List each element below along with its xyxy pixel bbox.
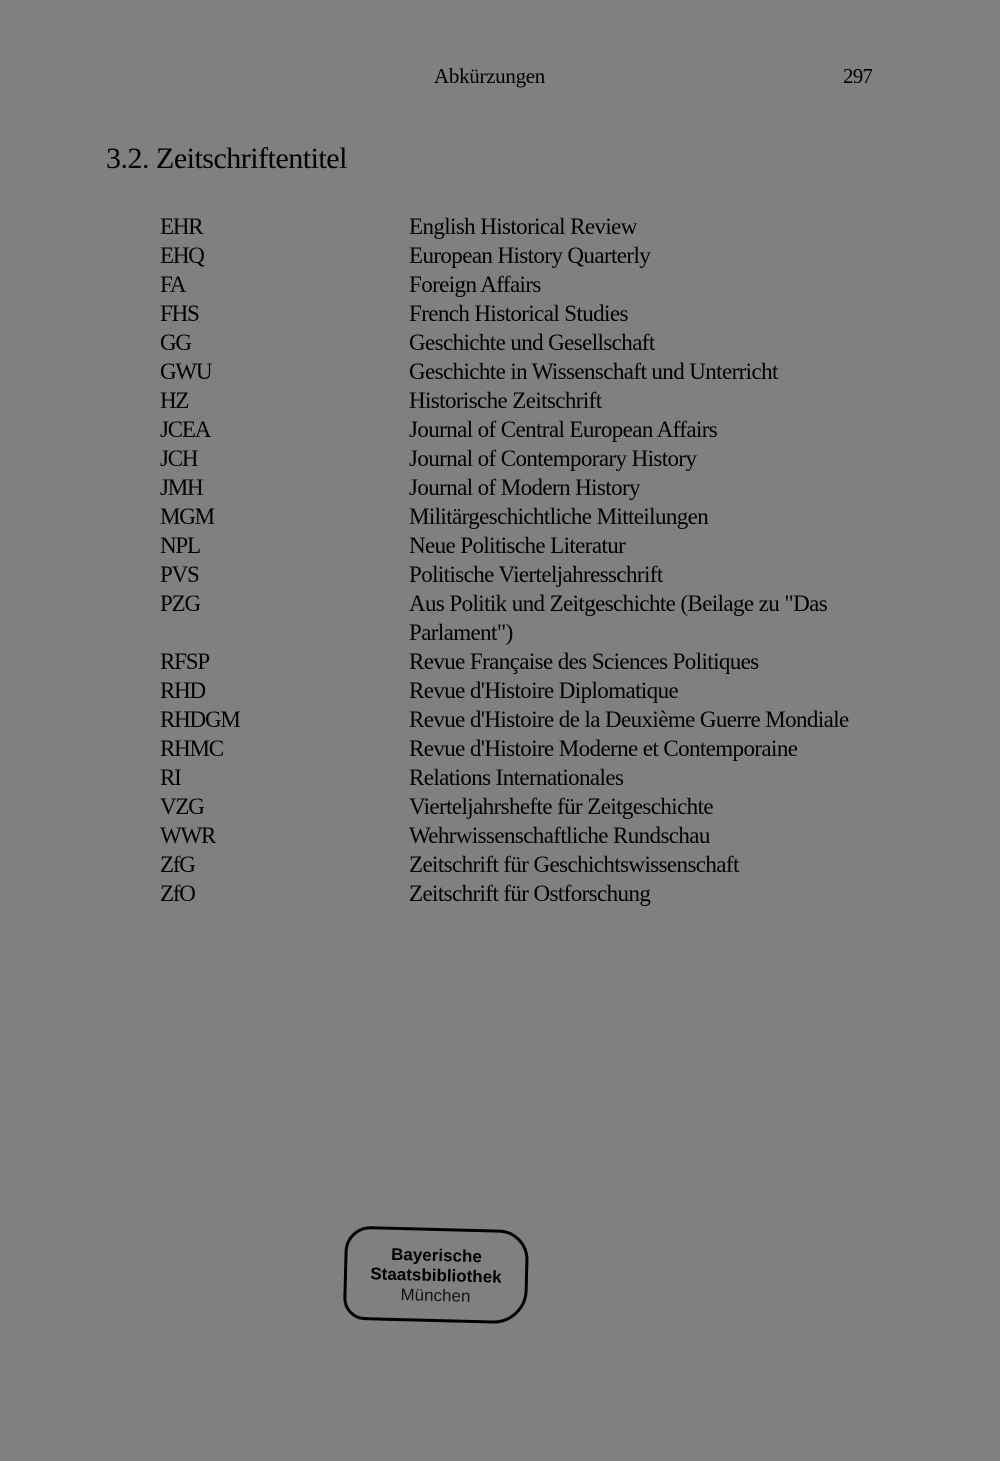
abbreviation: NPL — [160, 533, 200, 558]
abbreviation: WWR — [160, 823, 216, 848]
abbreviation-row — [160, 444, 860, 473]
abbreviation: JCH — [160, 446, 198, 471]
abbreviation: FHS — [160, 301, 199, 326]
abbreviation: HZ — [160, 388, 189, 413]
journal-title: Journal of Modern History — [409, 475, 640, 500]
journal-title: Politische Vierteljahresschrift — [409, 562, 663, 587]
abbreviation-row — [160, 792, 860, 821]
journal-title: Vierteljahrshefte für Zeitgeschichte — [409, 794, 713, 819]
abbreviation-row — [160, 415, 860, 444]
journal-title: Revue d'Histoire Diplomatique — [409, 678, 679, 703]
journal-title: Journal of Central European Affairs — [409, 417, 718, 442]
abbreviation-row — [160, 502, 860, 531]
abbreviation-list — [160, 212, 860, 908]
abbreviation-row — [160, 299, 860, 328]
abbreviation-row — [160, 531, 860, 560]
abbreviation: EHR — [160, 214, 203, 239]
abbreviation-row — [160, 589, 860, 647]
journal-title: Wehrwissenschaftliche Rundschau — [409, 823, 710, 848]
abbreviation: ZfG — [160, 852, 195, 877]
journal-title: Zeitschrift für Geschichtswissenschaft — [409, 852, 739, 877]
abbreviation: JMH — [160, 475, 203, 500]
journal-title: Aus Politik und Zeitgeschichte (Beilage zu "Das Parlament") — [409, 591, 828, 645]
abbreviation-row — [160, 821, 860, 850]
journal-title: Foreign Affairs — [409, 272, 541, 297]
abbreviation: ZfO — [160, 881, 195, 906]
journal-title: Geschichte und Gesellschaft — [409, 330, 655, 355]
abbreviation-row — [160, 386, 860, 415]
journal-title: Relations Internationales — [409, 765, 624, 790]
journal-title: French Historical Studies — [409, 301, 628, 326]
abbreviation-row — [160, 879, 860, 908]
abbreviation: FA — [160, 272, 186, 297]
section-heading: 3.2. Zeitschriftentitel — [106, 142, 347, 175]
abbreviation-row — [160, 705, 860, 734]
journal-title: Militärgeschichtliche Mitteilungen — [409, 504, 709, 529]
journal-title: Journal of Contemporary History — [409, 446, 697, 471]
journal-title: Neue Politische Literatur — [409, 533, 626, 558]
abbreviation-row — [160, 241, 860, 270]
stamp-line: München — [400, 1285, 471, 1306]
abbreviation: GWU — [160, 359, 212, 384]
abbreviation: JCEA — [160, 417, 211, 442]
abbreviation: PZG — [160, 591, 200, 616]
abbreviation-row — [160, 647, 860, 676]
library-stamp — [343, 1226, 529, 1325]
abbreviation-row — [160, 328, 860, 357]
abbreviation-row — [160, 212, 860, 241]
running-title: Abkürzungen — [434, 64, 546, 88]
abbreviation: EHQ — [160, 243, 204, 268]
journal-title: Revue Française des Sciences Politiques — [409, 649, 759, 674]
abbreviation-row — [160, 357, 860, 386]
journal-title: Revue d'Histoire de la Deuxième Guerre Mondiale — [409, 707, 849, 732]
abbreviation: RHMC — [160, 736, 223, 761]
abbreviation: RFSP — [160, 649, 209, 674]
abbreviation: VZG — [160, 794, 204, 819]
abbreviation-row — [160, 763, 860, 792]
abbreviation: GG — [160, 330, 191, 355]
abbreviation-row — [160, 270, 860, 299]
abbreviation-row — [160, 676, 860, 705]
journal-title: Zeitschrift für Ostforschung — [409, 881, 651, 906]
abbreviation: MGM — [160, 504, 214, 529]
journal-title: European History Quarterly — [409, 243, 651, 268]
page-number: 297 — [843, 64, 873, 88]
abbreviation: RHD — [160, 678, 205, 703]
abbreviation-row — [160, 850, 860, 879]
abbreviation: PVS — [160, 562, 199, 587]
journal-title: Geschichte in Wissenschaft und Unterricht — [409, 359, 778, 384]
abbreviation-row — [160, 734, 860, 763]
abbreviation-row — [160, 473, 860, 502]
journal-title: English Historical Review — [409, 214, 637, 239]
stamp-line: Bayerische — [390, 1244, 483, 1267]
running-head — [0, 64, 1000, 94]
journal-title: Historische Zeitschrift — [409, 388, 602, 413]
abbreviation: RHDGM — [160, 707, 240, 732]
journal-title: Revue d'Histoire Moderne et Contemporaine — [409, 736, 798, 761]
abbreviation: RI — [160, 765, 181, 790]
stamp-line: Staatsbibliothek — [370, 1264, 502, 1287]
abbreviation-row — [160, 560, 860, 589]
